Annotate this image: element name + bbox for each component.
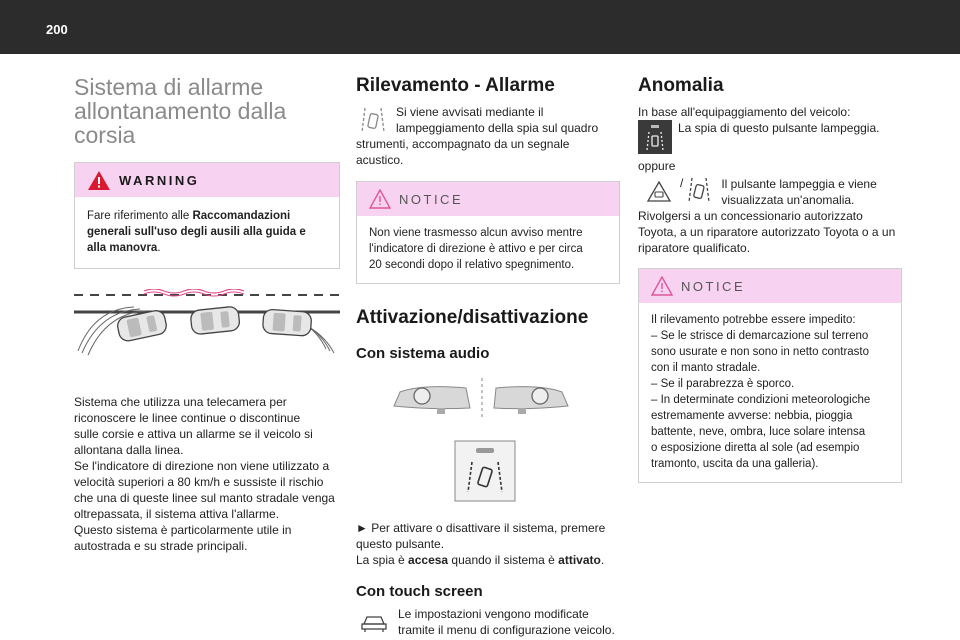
warning-text: Fare riferimento alle Raccomandazioni generali sull'uso degli ausili alla guida e alla manovra.: [87, 210, 306, 254]
or-text: oppure: [638, 159, 676, 173]
notice-icon: [369, 189, 391, 209]
warning-box: [74, 162, 340, 269]
warning-label: WARNING: [119, 172, 200, 188]
notice-box-detection: NOTICE Non viene trasmesso alcun avviso mentre l'indicatore di direzione è attivo e per circa 20 secondi dopo il relativo spegnimento.: [356, 181, 620, 284]
notice-box-anomaly: NOTICE Il rilevamento potrebbe essere impedito: – Se le strisce di demarcazione sul terreno sono usurate e non sono in netto contrasto con il manto stradale. – Se il parabrezza è sporco. – In determinate condizioni meteorologiche estremamente avverse: nebbia, pioggia battente, neve, ombra, luce solare intensa o esposizione diretta al sole (ad esempio tramonto, uscita da una galleria).: [638, 268, 902, 483]
notice-icon: [651, 276, 673, 296]
column-middle: [356, 70, 620, 638]
lane-assist-button[interactable]: [454, 440, 516, 502]
notice-label: NOTICE: [399, 191, 464, 207]
touch-screen-title: Con touch screen: [356, 583, 483, 600]
anomaly-row: / Il pulsante lampeggia e viene visualizzata un'anomalia.: [638, 176, 902, 208]
touch-screen-info: Le impostazioni vengono modificate tramite il menu di configurazione veicolo.: [356, 606, 620, 638]
page-number: 200: [46, 22, 68, 37]
car-warning-icon: [646, 180, 672, 204]
anomaly-title: Anomalia: [638, 75, 724, 96]
lamp-status-text: La spia è accesa quando il sistema è attivato.: [356, 553, 605, 567]
car-settings-icon: [360, 612, 388, 634]
section-title: Sistema di allarme allontanamento dalla corsia: [74, 74, 287, 148]
lane-warning-lamp-icon: [360, 106, 386, 134]
page-header-bar: [0, 0, 960, 54]
contact-text: Rivolgersi a un concessionario autorizzato Toyota, a un riparatore autorizzato Toyota o a un riparatore qualificato.: [638, 209, 896, 255]
equipment-text: In base all'equipaggiamento del veicolo:: [638, 105, 851, 119]
dashboard-steering-illustration: [392, 376, 572, 420]
column-right: [638, 70, 902, 483]
slash-separator: /: [680, 176, 684, 190]
detection-title: Rilevamento - Allarme: [356, 75, 555, 96]
warning-icon: [87, 170, 111, 191]
lamp-flash-row: La spia di questo pulsante lampeggia.: [638, 120, 902, 154]
description-text: Sistema che utilizza una telecamera per riconoscere le linee continue o discontinue sulle corsie e attiva un allarme se il veicolo si allontana dalla linea. Se l'indicatore di direzione non viene utilizzato a velocità superiori a 80 km/h e sussiste il rischio che una di queste linee sul manto stradale venga oltrepassata, il sistema attiva l'allarme. Questo sistema è particolarmente utile in autostrada e su strade principali.: [74, 395, 335, 553]
activation-title: Attivazione/disattivazione: [356, 307, 589, 328]
column-left: [74, 70, 340, 554]
lane-anomaly-icon: [687, 176, 711, 204]
notice-label: NOTICE: [681, 278, 746, 294]
lane-departure-illustration: [74, 289, 340, 359]
alert-description: Si viene avvisati mediante il lampeggiamento della spia sul quadro strumenti, accompagnato da un segnale acustico.: [356, 105, 599, 167]
lane-assist-lamp-icon: [638, 120, 672, 154]
audio-system-title: Con sistema audio: [356, 345, 490, 362]
button-instructions: ► Per attivare o disattivare il sistema, premere questo pulsante. La spia è accesa quando il sistema è attivato.: [356, 520, 620, 568]
